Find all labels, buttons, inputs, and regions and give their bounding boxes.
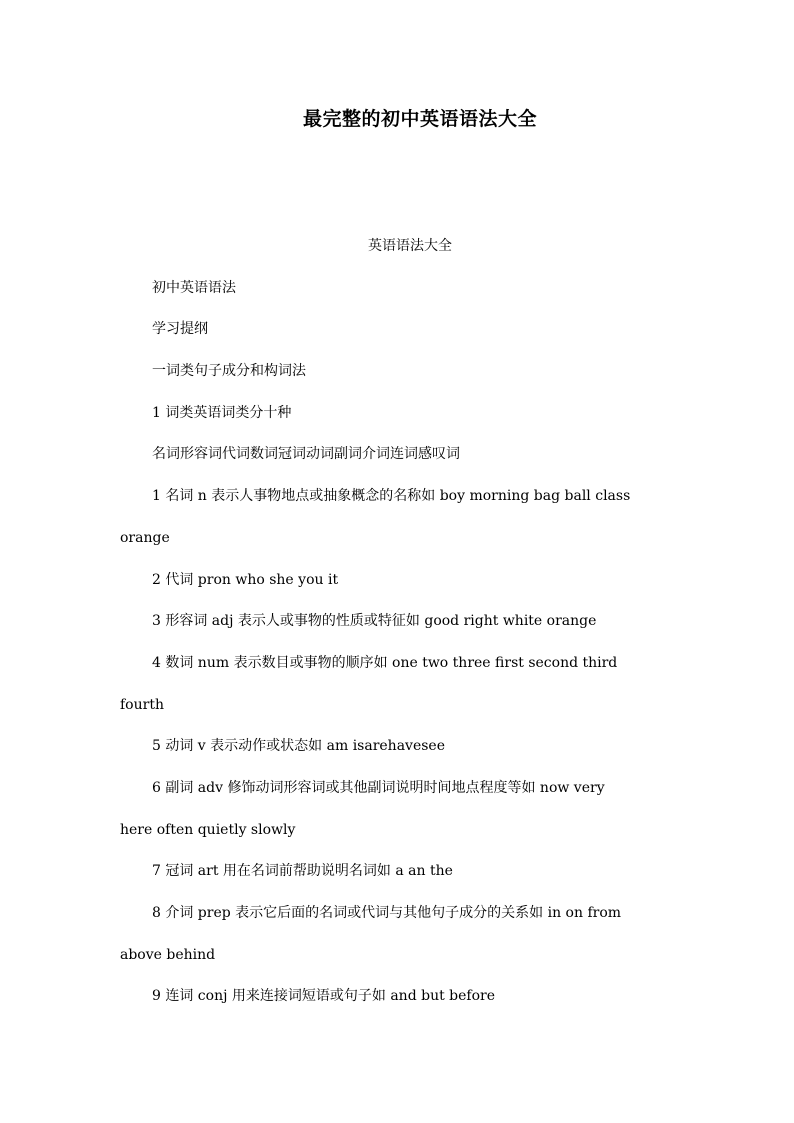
paragraph-line: 初中英语语法: [152, 279, 236, 296]
paragraph-line: 2 代词 pron who she you it: [152, 571, 339, 588]
paragraph-line: 1 名词 n 表示人事物地点或抽象概念的名称如 boy morning bag ball class: [152, 488, 631, 505]
paragraph-line: 7 冠词 art 用在名词前帮助说明名词如 a an the: [152, 863, 453, 880]
paragraph-line: 9 连词 conj 用来连接词短语或句子如 and but before: [152, 988, 495, 1005]
paragraph-line: 学习提纲: [152, 321, 208, 338]
paragraph-line: 1 词类英语词类分十种: [152, 404, 292, 421]
document-body: [120, 226, 700, 1018]
paragraph-line-continued: above behind: [120, 946, 216, 963]
paragraph-line: 6 副词 adv 修饰动词形容词或其他副词说明时间地点程度等如 now very: [152, 779, 605, 796]
paragraph-line: 8 介词 prep 表示它后面的名词或代词与其他句子成分的关系如 in on from: [152, 905, 622, 921]
paragraph-line-continued: fourth: [120, 696, 164, 713]
section-heading: 英语语法大全: [368, 238, 452, 254]
paragraph-line: 5 动词 v 表示动作或状态如 am isarehavesee: [152, 738, 445, 755]
paragraph-line: 3 形容词 adj 表示人或事物的性质或特征如 good right white orange: [152, 613, 597, 630]
paragraph-line: 名词形容词代词数词冠词动词副词介词连词感叹词: [152, 446, 460, 463]
paragraph-line: 4 数词 num 表示数目或事物的顺序如 one two three first second third: [152, 654, 618, 671]
paragraph-line-continued: here often quietly slowly: [120, 821, 296, 838]
paragraph-line: 一词类句子成分和构词法: [152, 363, 306, 380]
document-title: 最完整的初中英语语法大全: [302, 108, 537, 130]
paragraph-line-continued: orange: [120, 529, 170, 546]
